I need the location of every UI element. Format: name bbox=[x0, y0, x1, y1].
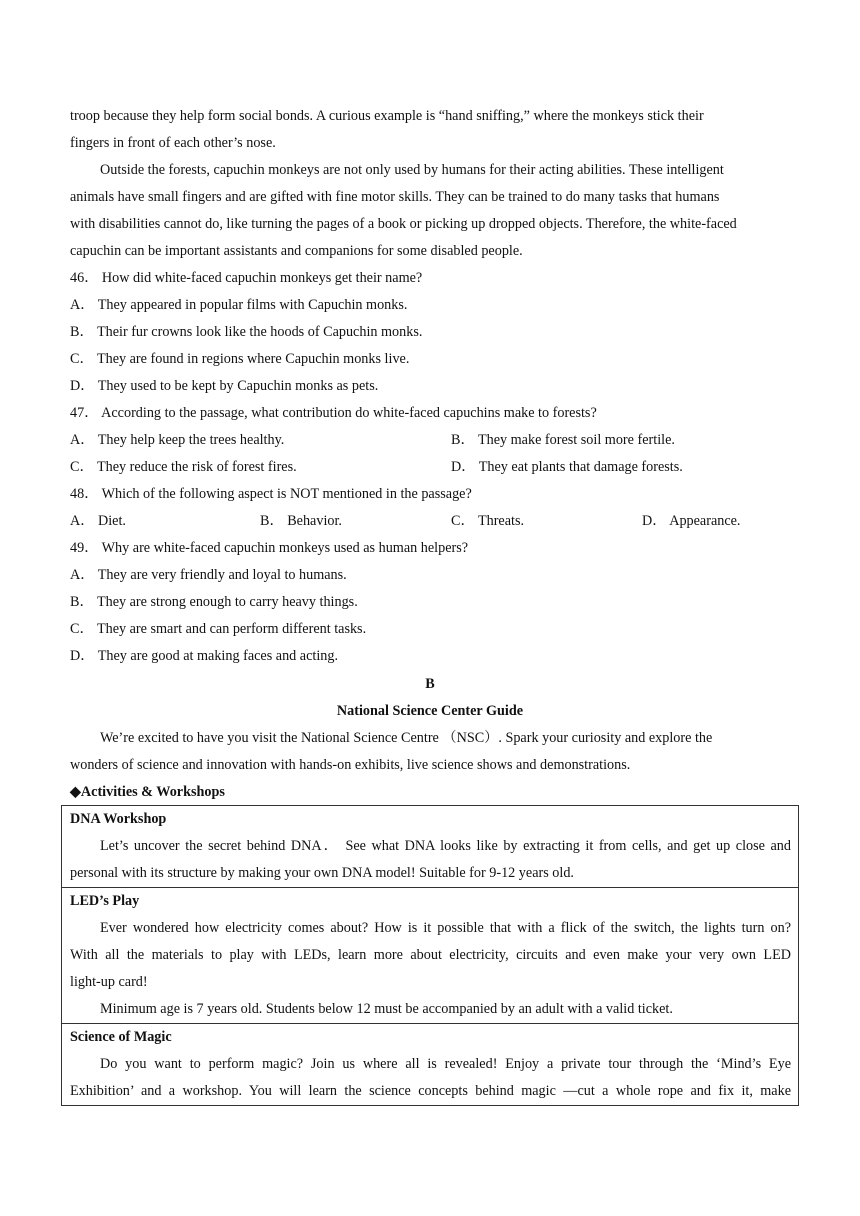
passage-line: troop because they help form social bonds. A curious example is “hand sniffing,” where the monkeys stick their bbox=[70, 108, 704, 124]
workshops-table bbox=[61, 805, 799, 1106]
workshop-cell bbox=[62, 1024, 799, 1106]
answer-option: D． They eat plants that damage forests. bbox=[451, 459, 683, 475]
workshop-row bbox=[62, 806, 799, 888]
answer-option: A． They appeared in popular films with Capuchin monks. bbox=[70, 297, 408, 313]
answer-option: B． Behavior. bbox=[260, 513, 342, 529]
answer-option: D． Appearance. bbox=[642, 513, 741, 529]
workshop-title: DNA Workshop bbox=[70, 811, 167, 827]
section-title: National Science Center Guide bbox=[336, 703, 524, 719]
passage-line: capuchin can be important assistants and companions for some disabled people. bbox=[70, 243, 523, 259]
answer-option: A． Diet. bbox=[70, 513, 126, 529]
answer-option: B． They are strong enough to carry heavy things. bbox=[70, 594, 358, 610]
intro-line: wonders of science and innovation with hands-on exhibits, live science shows and demonstrations. bbox=[70, 757, 631, 773]
answer-option: B． They make forest soil more fertile. bbox=[451, 432, 675, 448]
workshop-title: LED’s Play bbox=[70, 893, 140, 909]
answer-option: C． They are smart and can perform different tasks. bbox=[70, 621, 367, 637]
workshop-row bbox=[62, 888, 799, 1024]
question-stem: 49． Why are white-faced capuchin monkeys used as human helpers? bbox=[70, 540, 469, 556]
workshop-text: personal with its structure by making your own DNA model! Suitable for 9-12 years old. bbox=[70, 865, 574, 881]
passage-line: with disabilities cannot do, like turning the pages of a book or picking up dropped objects. Therefore, the white-faced bbox=[70, 216, 737, 232]
answer-option: B． Their fur crowns look like the hoods of Capuchin monks. bbox=[70, 324, 423, 340]
passage-line: fingers in front of each other’s nose. bbox=[70, 135, 276, 151]
section-letter: B bbox=[425, 676, 435, 692]
workshop-title: Science of Magic bbox=[70, 1029, 172, 1045]
workshop-text: Minimum age is 7 years old. Students below 12 must be accompanied by an adult with a valid ticket. bbox=[100, 1001, 673, 1017]
answer-option: D． They used to be kept by Capuchin monks as pets. bbox=[70, 378, 379, 394]
workshop-row bbox=[62, 1024, 799, 1106]
workshop-cell bbox=[62, 806, 799, 888]
passage-line: animals have small fingers and are gifted with fine motor skills. They can be trained to do many tasks that humans bbox=[70, 189, 720, 205]
workshop-text: Exhibition’ and a workshop. You will learn the science concepts behind magic —cut a whole rope and fix it, make bbox=[70, 1083, 791, 1099]
workshop-text: light-up card! bbox=[70, 974, 148, 990]
question-stem: 47． According to the passage, what contribution do white-faced capuchins make to forests? bbox=[70, 405, 597, 421]
activities-heading: ◆Activities & Workshops bbox=[70, 784, 225, 800]
answer-option: C． Threats. bbox=[451, 513, 525, 529]
workshop-cell bbox=[62, 888, 799, 1024]
intro-line: We’re excited to have you visit the National Science Centre （NSC）. Spark your curiosity and explore the bbox=[100, 730, 713, 746]
workshop-text: Ever wondered how electricity comes about? How is it possible that with a flick of the switch, the lights turn on? bbox=[100, 920, 791, 936]
answer-option: C． They reduce the risk of forest fires. bbox=[70, 459, 297, 475]
workshop-text: With all the materials to play with LEDs, learn more about electricity, circuits and even make your very own LED bbox=[70, 947, 791, 963]
workshop-text: Let’s uncover the secret behind DNA． See what DNA looks like by extracting it from cells, and get up close and bbox=[100, 838, 791, 854]
answer-option: A． They help keep the trees healthy. bbox=[70, 432, 285, 448]
passage-line: Outside the forests, capuchin monkeys are not only used by humans for their acting abilities. These intelligent bbox=[100, 162, 724, 178]
answer-option: D． They are good at making faces and acting. bbox=[70, 648, 339, 664]
answer-option: A． They are very friendly and loyal to humans. bbox=[70, 567, 347, 583]
answer-option: C． They are found in regions where Capuchin monks live. bbox=[70, 351, 410, 367]
workshop-text: Do you want to perform magic? Join us where all is revealed! Enjoy a private tour through the ‘Mind’s Eye bbox=[100, 1056, 791, 1072]
question-stem: 48． Which of the following aspect is NOT mentioned in the passage? bbox=[70, 486, 472, 502]
question-stem: 46． How did white-faced capuchin monkeys get their name? bbox=[70, 270, 423, 286]
